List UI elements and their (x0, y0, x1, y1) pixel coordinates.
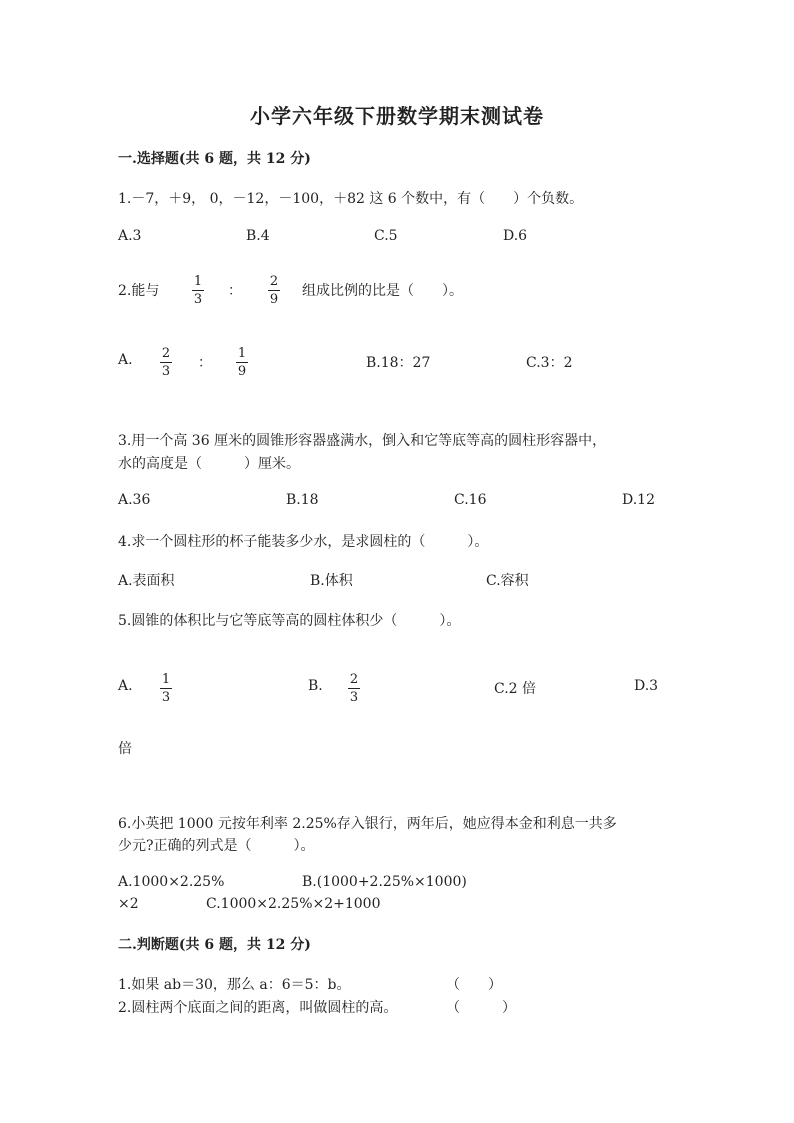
q5-option-a-fraction (160, 672, 172, 705)
judgement-2-blank: （ ） (446, 1000, 516, 1016)
question-6-stem-line-2: 少元?正确的列式是（ ）。 (118, 838, 315, 854)
fraction-bar (160, 688, 172, 689)
q6-option-a: A.1000×2.25% (118, 874, 225, 890)
fraction-numerator: 1 (237, 346, 247, 361)
fraction-numerator: 1 (193, 274, 203, 289)
q3-option-d: D.12 (622, 492, 655, 508)
q2-option-b: B.18：27 (366, 355, 431, 371)
fraction-bar (236, 362, 248, 363)
q3-option-c: C.16 (454, 492, 487, 508)
fraction-numerator: 1 (161, 672, 171, 687)
q4-option-b: B.体积 (310, 573, 353, 589)
question-2-suffix: 组成比例的比是（ ）。 (302, 283, 463, 299)
fraction-numerator: 2 (349, 672, 359, 687)
fraction-numerator: 2 (161, 346, 171, 361)
q2-fraction-one-third (192, 274, 204, 307)
q2-option-a-colon: ： (198, 355, 212, 371)
q5-option-a-label: A. (118, 678, 133, 694)
fraction-numerator: 2 (269, 274, 279, 289)
fraction-denominator: 3 (161, 690, 171, 705)
question-3-stem-line-2: 水的高度是（ ）厘米。 (118, 456, 300, 472)
q1-option-d: D.6 (503, 228, 528, 244)
q2-option-a-fraction-1 (160, 346, 172, 379)
fraction-denominator: 3 (193, 292, 203, 307)
question-4-stem: 4.求一个圆柱形的杯子能装多少水，是求圆柱的（ ）。 (118, 534, 489, 550)
section-heading-judgement: 二.判断题(共 6 题，共 12 分) (118, 937, 311, 953)
judgement-1-stem: 1.如果 ab＝30，那么 a：6＝5：b。 (118, 977, 351, 993)
question-5-stem: 5.圆锥的体积比与它等底等高的圆柱体积少（ ）。 (118, 613, 461, 629)
fraction-bar (348, 688, 360, 689)
question-1-stem: 1.－7，＋9， 0，－12，－100，＋82 这 6 个数中，有（ ）个负数。 (118, 191, 584, 207)
fraction-bar (160, 362, 172, 363)
q3-option-b: B.18 (286, 492, 319, 508)
q6-option-b-continued: ×2 (118, 896, 139, 912)
q1-option-b: B.4 (246, 228, 270, 244)
q3-option-a: A.36 (118, 492, 151, 508)
q6-option-c: C.1000×2.25%×2+1000 (206, 896, 381, 912)
q1-option-a: A.3 (118, 228, 142, 244)
question-2-prefix: 2.能与 (118, 283, 160, 299)
fraction-denominator: 3 (349, 690, 359, 705)
fraction-bar (268, 290, 280, 291)
page-title: 小学六年级下册数学期末测试卷 (250, 104, 544, 128)
q2-option-c: C.3：2 (526, 355, 573, 371)
fraction-denominator: 9 (269, 292, 279, 307)
judgement-1-blank: （ ） (446, 977, 502, 993)
q2-fraction-two-ninths (268, 274, 280, 307)
q6-option-b: B.(1000+2.25%×1000) (302, 874, 467, 890)
q4-option-a: A.表面积 (118, 573, 175, 589)
section-heading-choice: 一.选择题(共 6 题，共 12 分) (118, 151, 311, 167)
q5-option-b-fraction (348, 672, 360, 705)
q5-option-d: D.3 (634, 678, 659, 694)
fraction-denominator: 3 (161, 364, 171, 379)
fraction-denominator: 9 (237, 364, 247, 379)
q5-option-d-continued: 倍 (118, 741, 132, 757)
q5-option-c: C.2 倍 (494, 681, 537, 697)
q5-option-b-label: B. (308, 678, 323, 694)
question-6-stem-line-1: 6.小英把 1000 元按年利率 2.25%存入银行，两年后，她应得本金和利息一共多 (118, 816, 617, 832)
q2-colon: ： (228, 283, 242, 299)
judgement-2-stem: 2.圆柱两个底面之间的距离，叫做圆柱的高。 (118, 1000, 398, 1016)
fraction-bar (192, 290, 204, 291)
q2-option-a-label: A. (118, 352, 133, 368)
question-3-stem-line-1: 3.用一个高 36 厘米的圆锥形容器盛满水，倒入和它等底等高的圆柱形容器中， (118, 433, 607, 449)
q1-option-c: C.5 (374, 228, 398, 244)
q2-option-a-fraction-2 (236, 346, 248, 379)
q4-option-c: C.容积 (486, 573, 529, 589)
